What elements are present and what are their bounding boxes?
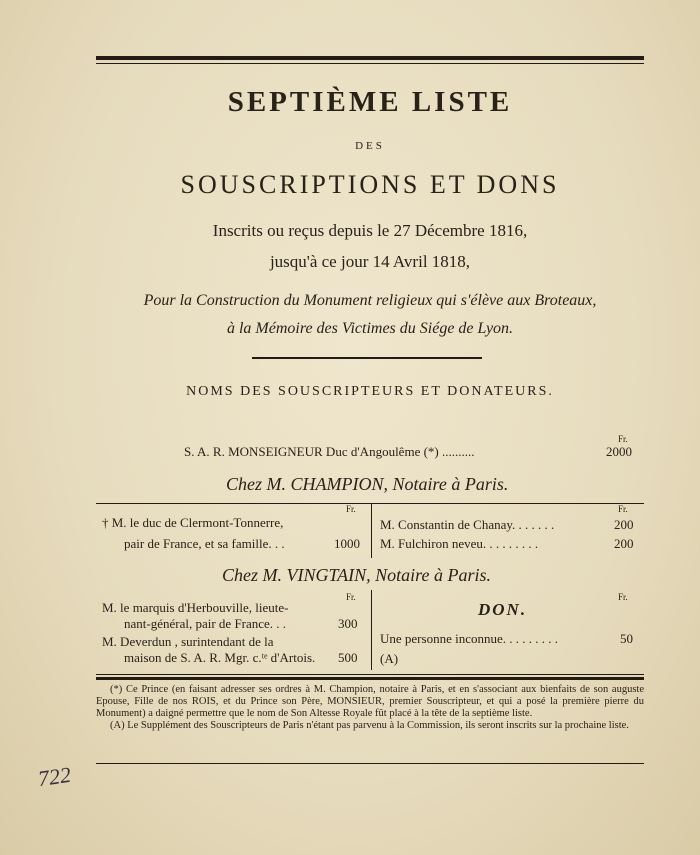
champion-heading <box>226 474 508 495</box>
bottom-rule <box>96 763 644 764</box>
list-item-amount: 500 <box>338 650 358 665</box>
currency-label: Fr. <box>618 592 628 602</box>
list-item-amount: 300 <box>338 616 358 631</box>
list-item-amount: 50 <box>620 631 633 646</box>
title-des: DES <box>355 140 385 152</box>
currency-label: Fr. <box>346 504 356 514</box>
list-item-amount: 200 <box>614 517 634 532</box>
list-item: (A) <box>380 651 399 666</box>
currency-label: Fr. <box>618 434 628 444</box>
top-thin-rule <box>96 63 644 64</box>
list-item-amount: 1000 <box>334 536 360 551</box>
date-line-1: Inscrits ou reçus depuis le 27 Décembre 1816, <box>212 221 528 240</box>
list-item: maison de S. A. R. Mgr. c.ᵗᵉ d'Artois. <box>124 650 316 665</box>
champion-heading-name: CHAMPION <box>290 474 384 494</box>
footnote-thin-rule <box>96 674 644 675</box>
list-item: Une personne inconnue. . . . . . . . . <box>380 631 558 646</box>
currency-label: Fr. <box>618 504 628 514</box>
section-heading: NOMS DES SOUSCRIPTEURS ET DONATEURS. <box>186 384 554 399</box>
vingtain-heading-name: VINGTAIN <box>286 565 367 585</box>
handwritten-number: 722 <box>36 761 73 792</box>
footnote-thick-rule <box>96 677 644 680</box>
champion-heading-pre: Chez M. <box>226 474 286 494</box>
champion-heading-post: , Notaire à Paris. <box>383 474 509 494</box>
champion-column-divider <box>371 503 372 558</box>
footnote-a: (A) Le Supplément des Souscripteurs de Paris n'étant pas parvenu à la Commission, ils seront inscrits sur la prochaine liste. <box>110 720 629 731</box>
vingtain-column-divider <box>371 590 372 670</box>
monseigneur-entry <box>184 444 475 460</box>
purpose-line-1: Pour la Construction du Monument religieux qui s'élève aux Broteaux, <box>143 292 597 309</box>
page-title: SEPTIÈME LISTE <box>227 86 513 118</box>
vingtain-heading <box>222 565 491 586</box>
purpose-line-2: à la Mémoire des Victimes du Siége de Lyon. <box>226 320 514 337</box>
page-subtitle: SOUSCRIPTIONS ET DONS <box>180 170 560 199</box>
monseigneur-dots: .......... <box>442 444 475 459</box>
don-heading: DON. <box>478 600 528 619</box>
vingtain-heading-post: , Notaire à Paris. <box>366 565 492 585</box>
list-item: M. Fulchiron neveu. . . . . . . . . <box>380 536 539 551</box>
vingtain-heading-pre: Chez M. <box>222 565 282 585</box>
date-line-2: jusqu'à ce jour 14 Avril 1818, <box>269 252 471 271</box>
footnotes <box>96 684 644 732</box>
list-item-amount: 200 <box>614 536 634 551</box>
list-item: † M. le duc de Clermont-Tonnerre, <box>102 515 284 530</box>
monseigneur-amount: 2000 <box>606 444 632 459</box>
footnote-star: (*) Ce Prince (en faisant adresser ses ordres à M. Champion, notaire à Paris, et en s'associant aux bienfaits de son auguste Epouse, Fille de nos ROIS, et du Prince son Père, MONSIEUR, premier Souscripteur, et qui a posé la première pierre du Monument) a daigné permettre que le nom de Son Altesse Royale fût placé à la tête de la septième liste. <box>96 684 644 719</box>
list-item: M. Constantin de Chanay. . . . . . . <box>380 517 555 532</box>
middle-rule <box>252 357 482 359</box>
champion-rule <box>96 503 644 504</box>
list-item: pair de France, et sa famille. . . <box>124 536 285 551</box>
currency-label: Fr. <box>346 592 356 602</box>
top-thick-rule <box>96 56 644 60</box>
list-item: nant-général, pair de France. . . <box>124 616 287 631</box>
list-item: M. Deverdun , surintendant de la <box>102 634 274 649</box>
monseigneur-name: S. A. R. MONSEIGNEUR Duc d'Angoulême (*) <box>184 444 439 459</box>
list-item: M. le marquis d'Herbouville, lieute- <box>102 600 289 615</box>
